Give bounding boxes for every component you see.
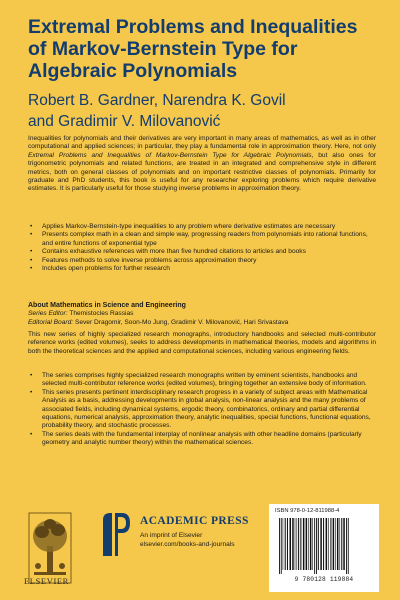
barcode-bar <box>333 518 335 570</box>
book-title-line: Algebraic Polynomials <box>28 60 238 82</box>
barcode-bar <box>339 518 340 570</box>
elsevier-tree-logo-icon <box>28 512 72 584</box>
list-item-text: Contains exhaustive references with more than five hundred citations to articles and books <box>42 248 306 256</box>
book-title-line: Extremal Problems and Inequalities <box>28 16 358 38</box>
list-item-text: The series deals with the fundamental interplay of nonlinear analysis with other headline domains (particularly geometry and analytic number theory) within the mathematical sciences. <box>42 430 362 447</box>
list-item <box>28 248 376 256</box>
elsevier-wordmark: ELSEVIER <box>24 576 69 586</box>
list-item-text: The series comprises highly specialized research monographs written by eminent scientists, handbooks and selected multi-contributor reference works (edited volumes), bringing together an extensive body of information. <box>42 372 367 388</box>
list-item-text: Includes open problems for further research <box>42 265 170 273</box>
barcode-bar <box>337 518 339 570</box>
series-editor-label: Series Editor: <box>28 310 68 318</box>
barcode-bar <box>287 518 288 570</box>
bullet-icon: • <box>30 256 33 264</box>
barcode-bar <box>290 518 292 570</box>
barcode-bar <box>283 518 284 570</box>
barcode-bar <box>297 518 298 570</box>
editorial-board-names: Sever Dragomir, Soon-Mo Jung, Gradimir V. Milovanović, Hari Srivastava <box>74 318 289 326</box>
list-item <box>28 265 376 273</box>
barcode-bar <box>341 518 342 570</box>
intro-book-title: Extremal Problems and Inequalities of Markov-Bernstein Type for Algebraic Polynomials <box>28 151 312 159</box>
publisher-url: elsevier.com/books-and-journals <box>140 541 235 548</box>
book-title-line: of Markov-Bernstein Type for <box>28 38 298 60</box>
barcode-bar <box>343 518 345 570</box>
barcode-bar <box>312 518 313 570</box>
series-info <box>28 302 376 327</box>
isbn-barcode-box <box>269 504 379 592</box>
list-item <box>28 372 376 389</box>
barcode-bar <box>306 518 308 570</box>
barcode-bar <box>303 518 305 570</box>
barcode-bar <box>318 518 319 570</box>
barcode-bar <box>346 518 347 574</box>
authors <box>28 90 378 132</box>
academic-press-name: ACADEMIC PRESS <box>140 515 249 527</box>
publisher-footer <box>0 500 400 600</box>
bullet-icon: • <box>30 372 33 379</box>
barcode-bar <box>310 518 312 570</box>
barcode-bar <box>326 518 328 570</box>
book-title <box>28 16 378 82</box>
barcode-bar <box>279 518 280 574</box>
isbn-label: ISBN 978-0-12-811988-4 <box>275 508 340 514</box>
barcode-bar <box>281 518 282 574</box>
barcode-bar <box>335 518 336 570</box>
barcode-bar <box>285 518 286 570</box>
list-item <box>28 257 376 265</box>
barcode-bar <box>295 518 296 570</box>
barcode-bar <box>316 518 317 574</box>
list-item <box>28 389 376 431</box>
academic-press-logo-icon <box>100 510 132 560</box>
list-item <box>28 223 376 231</box>
bullet-icon: • <box>30 223 33 230</box>
list-item-text: Presents complex math in a clean and simple way, progressing readers from polynomials into rational functions, and entire functions of exponential type <box>42 231 368 247</box>
barcode-bar <box>298 518 299 570</box>
authors-line: and Gradimir V. Milovanović <box>28 113 221 130</box>
barcode-icon <box>277 518 373 574</box>
list-item-text: Applies Markov-Bernstein-type inequalities to any problem where derivative estimates are necessary <box>42 223 336 230</box>
imprint-text: An imprint of Elsevier <box>140 532 203 539</box>
list-item-text: This series presents pertinent interdisciplinary research progress in a variety of subject areas with Mathematical Analysis as a basis, addressing developments in global analysis, non-linear analysis and the many problems of associated fields, including dynamical systems, ergodic theory, combinatorics, ordinary and partial differential equations, numerical analysis, approximation theory, analytic inequalities, special functions, functional equations, probability theory, and stochastic processes. <box>42 388 371 430</box>
barcode-bar <box>323 518 324 570</box>
bullet-icon: • <box>30 430 33 438</box>
barcode-bar <box>328 518 329 570</box>
feature-list <box>28 223 376 273</box>
bullet-icon: • <box>30 231 33 239</box>
intro-paragraph <box>28 135 376 194</box>
bullet-icon: • <box>30 265 33 273</box>
barcode-digits: 9 780128 119884 <box>294 576 354 583</box>
barcode-bar <box>348 518 349 574</box>
series-editor <box>28 310 376 318</box>
barcode-bar <box>300 518 301 570</box>
list-item <box>28 231 376 248</box>
barcode-bar <box>308 518 309 570</box>
editorial-board-label: Editorial Board: <box>28 318 74 326</box>
intro-text: , but also ones for trigonometric polynomials and related functions, are treated in an integrated and comprehensive style in different metrics, both on general classes of polynomials and on important restrictive classes of polynomials. Primarily for graduate and PhD students, this book is useful for any researcher exploring problems which require derivative estimates. It is particularly useful for those studying inverse problems in approximation theory. <box>28 151 376 193</box>
barcode-bar <box>330 518 331 570</box>
series-title: About Mathematics in Science and Engineering <box>28 302 186 309</box>
series-points-list <box>28 372 376 448</box>
list-item-text: Features methods to solve inverse problems across approximation theory <box>42 256 257 264</box>
intro-text: Inequalities for polynomials and their derivatives are very important in many areas of mathematics, as well as in other computational and applied sciences; in particular, they play a fundamental role in approximation theory. Here, not only <box>28 135 376 151</box>
editorial-board <box>28 319 376 327</box>
barcode-bar <box>320 518 322 570</box>
authors-line: Robert B. Gardner, Narendra K. Govil <box>28 92 286 109</box>
bullet-icon: • <box>30 248 33 256</box>
series-editor-name: Themistocles Rassias <box>69 310 134 318</box>
list-item <box>28 431 376 448</box>
barcode-bar <box>314 518 315 574</box>
barcode-bar <box>292 518 294 570</box>
series-description: This new series of highly specialized research monographs, introductory handbooks and selected multi-contributor reference works (edited volumes), seeks to address developments in mathematical theories, models and algorithms in both the theoretical sciences and the applied and computational sciences, including various engineering fields. <box>28 331 376 355</box>
bullet-icon: • <box>30 388 33 396</box>
